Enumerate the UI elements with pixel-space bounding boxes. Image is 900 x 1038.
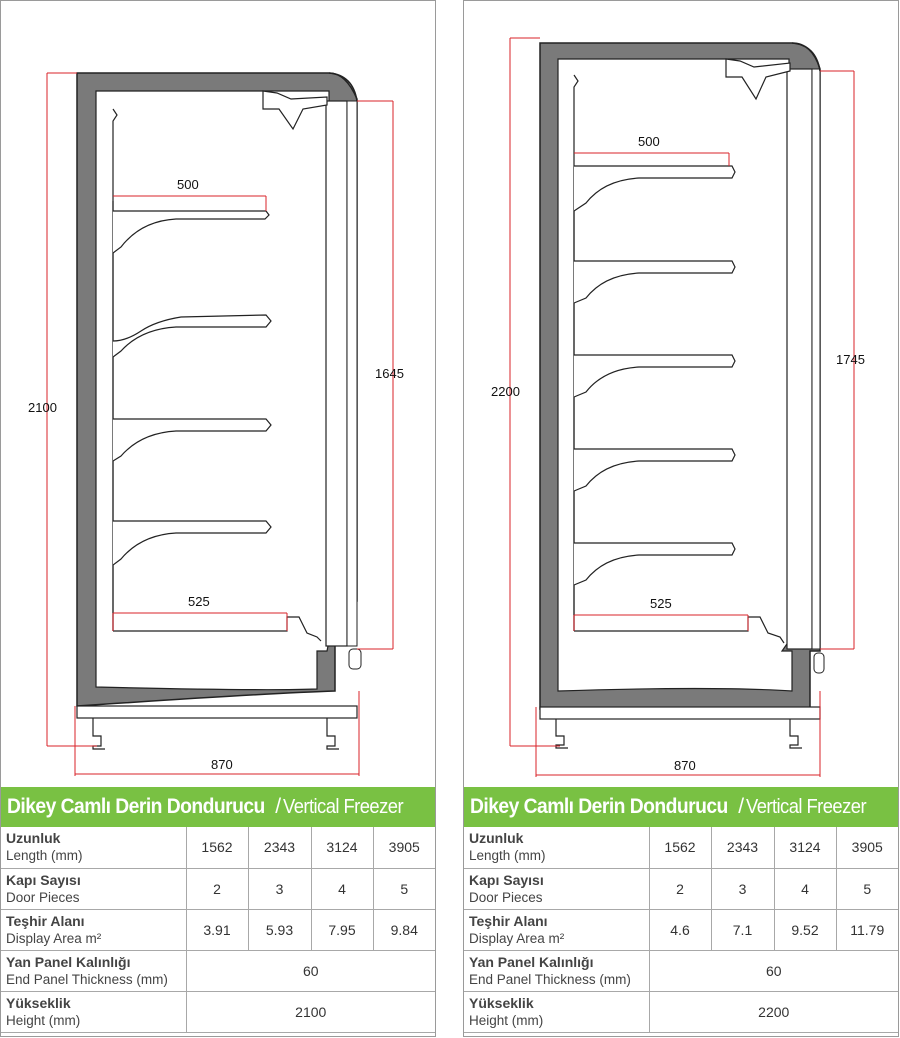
spec-value: 5: [836, 868, 898, 909]
spec-value: 3124: [774, 827, 836, 868]
product-title-bar: [464, 787, 898, 827]
spec-row-height: [464, 991, 898, 1032]
spec-value: 7.95: [311, 909, 373, 950]
top-shelf-depth-label: 500: [177, 177, 199, 192]
spec-row-height: [1, 991, 435, 1032]
left-freezer-panel: [0, 0, 436, 1037]
foot-left: [556, 719, 568, 748]
spec-table: [464, 827, 898, 1033]
spec-row-display-area: [1, 909, 435, 950]
spec-value: 5: [373, 868, 435, 909]
label-en: Length (mm): [6, 848, 83, 864]
label-tr: Kapı Sayısı: [6, 871, 81, 888]
spec-row-doors: [1, 868, 435, 909]
spec-value: 3905: [373, 827, 435, 868]
label-en: Display Area m²: [6, 930, 102, 946]
spec-value: 3124: [311, 827, 373, 868]
spec-value: 5.93: [248, 909, 311, 950]
label-en: Door Pieces: [6, 889, 80, 905]
title-turkish: Dikey Camlı Derin Dondurucu: [7, 795, 265, 818]
total-height-label: 2200: [491, 384, 520, 399]
title-turkish: Dikey Camlı Derin Dondurucu: [470, 795, 728, 818]
freezer-section-svg: [1, 1, 435, 787]
cabinet-interior: [96, 91, 329, 690]
spec-value-merged: 60: [649, 950, 898, 991]
spec-row-display-area: [464, 909, 898, 950]
top-shelf-depth-label: 500: [638, 134, 660, 149]
label-tr: Yan Panel Kalınlığı: [469, 953, 594, 970]
spec-label: [1, 991, 186, 1032]
label-tr: Uzunluk: [469, 830, 524, 847]
spec-value: 3: [711, 868, 774, 909]
right-freezer-panel: [463, 0, 899, 1037]
label-tr: Teşhir Alanı: [469, 912, 548, 929]
label-en: Height (mm): [6, 1012, 81, 1028]
freezer-section-drawing: [464, 1, 898, 787]
freezer-section-drawing: [1, 1, 435, 787]
spec-value: 4.6: [649, 909, 711, 950]
spec-value: 9.52: [774, 909, 836, 950]
title-english: Vertical Freezer: [746, 795, 867, 818]
cabinet-base: [540, 707, 820, 719]
total-height-label: 2100: [28, 400, 57, 415]
bottom-shelf-depth-label: 525: [650, 596, 672, 611]
foot-right: [327, 718, 339, 749]
spec-label: [464, 827, 649, 868]
title-separator: /: [738, 795, 745, 818]
spec-value-merged: 2200: [649, 991, 898, 1032]
label-en: Height (mm): [469, 1012, 544, 1028]
foot-right: [790, 719, 802, 748]
product-title-bar: [1, 787, 435, 827]
spec-value: 9.84: [373, 909, 435, 950]
label-tr: Uzunluk: [6, 830, 61, 847]
label-en: Display Area m²: [469, 930, 565, 946]
foot-left: [93, 718, 105, 749]
title-separator: /: [275, 795, 282, 818]
spec-row-doors: [464, 868, 898, 909]
side-bracket: [814, 653, 824, 673]
spec-value-merged: 60: [186, 950, 435, 991]
label-en: Door Pieces: [469, 889, 543, 905]
spec-label: [1, 827, 186, 868]
spec-row-length: [464, 827, 898, 868]
spec-table: [1, 827, 435, 1033]
label-tr: Yükseklik: [6, 994, 71, 1011]
spec-label: [464, 868, 649, 909]
spec-value: 2: [186, 868, 248, 909]
spec-value: 2343: [711, 827, 774, 868]
front-glass: [347, 101, 357, 646]
label-tr: Yükseklik: [469, 994, 534, 1011]
front-frame: [787, 69, 812, 649]
spec-row-end-panel: [1, 950, 435, 991]
spec-value: 1562: [186, 827, 248, 868]
spec-label: [1, 868, 186, 909]
spec-value: 4: [311, 868, 373, 909]
spec-value: 3.91: [186, 909, 248, 950]
spec-row-end-panel: [464, 950, 898, 991]
label-tr: Teşhir Alanı: [6, 912, 85, 929]
label-en: Length (mm): [469, 848, 546, 864]
label-en: End Panel Thickness (mm): [469, 971, 631, 987]
front-frame: [326, 101, 347, 646]
side-bracket: [349, 649, 361, 669]
spec-value: 3905: [836, 827, 898, 868]
label-tr: Yan Panel Kalınlığı: [6, 953, 131, 970]
front-glass: [812, 69, 820, 649]
title-english: Vertical Freezer: [283, 795, 404, 818]
freezer-section-svg: [464, 1, 898, 787]
spec-value: 7.1: [711, 909, 774, 950]
label-tr: Kapı Sayısı: [469, 871, 544, 888]
spec-label: [464, 991, 649, 1032]
bottom-shelf-depth-label: 525: [188, 594, 210, 609]
width-label: 870: [674, 758, 696, 773]
spec-value: 2: [649, 868, 711, 909]
spec-value: 2343: [248, 827, 311, 868]
spec-label: [1, 909, 186, 950]
spec-row-length: [1, 827, 435, 868]
width-label: 870: [211, 757, 233, 772]
spec-value: 11.79: [836, 909, 898, 950]
spec-value: 4: [774, 868, 836, 909]
inner-height-label: 1645: [375, 366, 404, 381]
spec-label: [1, 950, 186, 991]
spec-value: 3: [248, 868, 311, 909]
cabinet-base: [77, 706, 357, 718]
spec-label: [464, 950, 649, 991]
spec-label: [464, 909, 649, 950]
spec-value: 1562: [649, 827, 711, 868]
inner-height-label: 1745: [836, 352, 865, 367]
spec-value-merged: 2100: [186, 991, 435, 1032]
label-en: End Panel Thickness (mm): [6, 971, 168, 987]
